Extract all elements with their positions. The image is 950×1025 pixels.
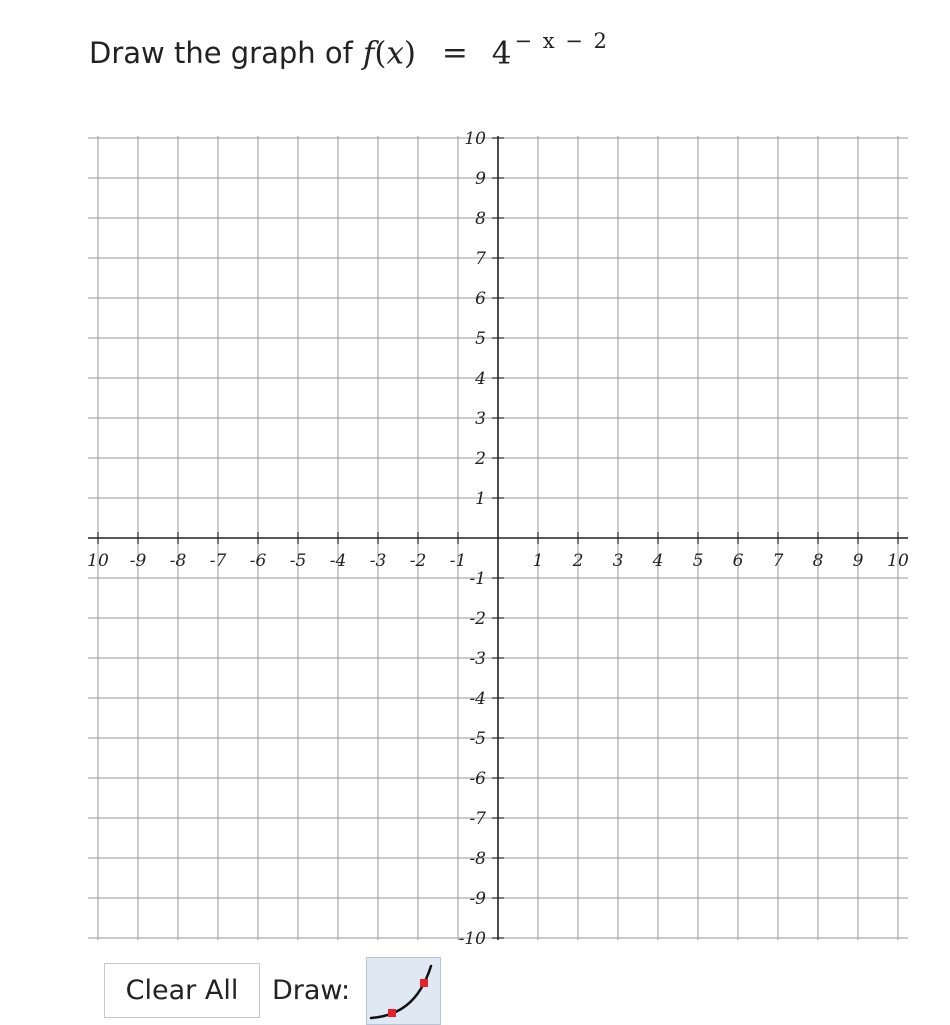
function-variable: x xyxy=(386,35,404,72)
function-open-paren: ( xyxy=(374,35,387,72)
exponential-tool-button[interactable] xyxy=(366,957,441,1025)
x-tick-label: -9 xyxy=(129,551,147,571)
function-expression xyxy=(362,29,609,72)
x-tick-label: -2 xyxy=(409,551,427,571)
x-tick-label: 9 xyxy=(852,551,864,571)
equals-sign: = xyxy=(441,35,468,72)
draw-label: Draw: xyxy=(272,975,351,1006)
y-tick-label: 9 xyxy=(475,169,486,189)
x-tick-label: 10 xyxy=(87,551,109,571)
y-tick-label: -8 xyxy=(469,849,486,869)
x-tick-label: 3 xyxy=(612,551,624,571)
y-tick-label: 5 xyxy=(475,329,486,349)
tool-point-low xyxy=(388,1009,396,1017)
function-base: 4 xyxy=(491,35,512,72)
x-tick-label: 10 xyxy=(887,551,909,571)
function-exponent: − x − 2 xyxy=(514,29,609,53)
question-prompt: Draw the graph of xyxy=(89,36,353,71)
x-tick-label: 5 xyxy=(692,551,704,571)
y-tick-label: 10 xyxy=(464,129,486,149)
exponential-curve-icon xyxy=(367,958,440,1024)
x-tick-label: 2 xyxy=(572,551,584,571)
y-tick-label: 4 xyxy=(475,369,486,389)
y-tick-label: -6 xyxy=(469,769,486,789)
y-tick-label: 7 xyxy=(475,249,486,269)
y-tick-label: 1 xyxy=(475,489,486,509)
x-tick-label: -8 xyxy=(169,551,187,571)
y-tick-label: -2 xyxy=(469,609,486,629)
x-tick-label: 7 xyxy=(772,551,784,571)
y-tick-label: -7 xyxy=(469,809,486,829)
clear-all-button[interactable]: Clear All xyxy=(104,963,260,1018)
x-tick-label: -4 xyxy=(329,551,347,571)
question-text xyxy=(89,29,609,83)
y-tick-label: -9 xyxy=(469,889,486,909)
function-name: f xyxy=(362,35,375,72)
x-tick-label: 8 xyxy=(812,551,824,571)
y-tick-label: -1 xyxy=(469,569,486,589)
y-tick-label: 8 xyxy=(475,209,486,229)
function-close-paren: ) xyxy=(403,35,417,72)
y-tick-label: 3 xyxy=(475,409,486,429)
x-tick-label: 1 xyxy=(532,551,544,571)
x-tick-label: -3 xyxy=(369,551,387,571)
y-tick-label: 6 xyxy=(475,289,486,309)
tool-point-high xyxy=(420,979,428,987)
y-tick-label: -10 xyxy=(458,929,486,949)
y-tick-label: 2 xyxy=(475,449,486,469)
x-tick-label: 4 xyxy=(652,551,664,571)
x-tick-label: -5 xyxy=(289,551,307,571)
x-tick-label: -7 xyxy=(209,551,227,571)
axes xyxy=(88,136,908,940)
x-tick-label: -1 xyxy=(449,551,467,571)
x-tick-label: 6 xyxy=(732,551,744,571)
y-tick-label: -4 xyxy=(469,689,486,709)
y-tick-label: -3 xyxy=(469,649,486,669)
y-tick-label: -5 xyxy=(469,729,486,749)
x-tick-label: -6 xyxy=(249,551,267,571)
